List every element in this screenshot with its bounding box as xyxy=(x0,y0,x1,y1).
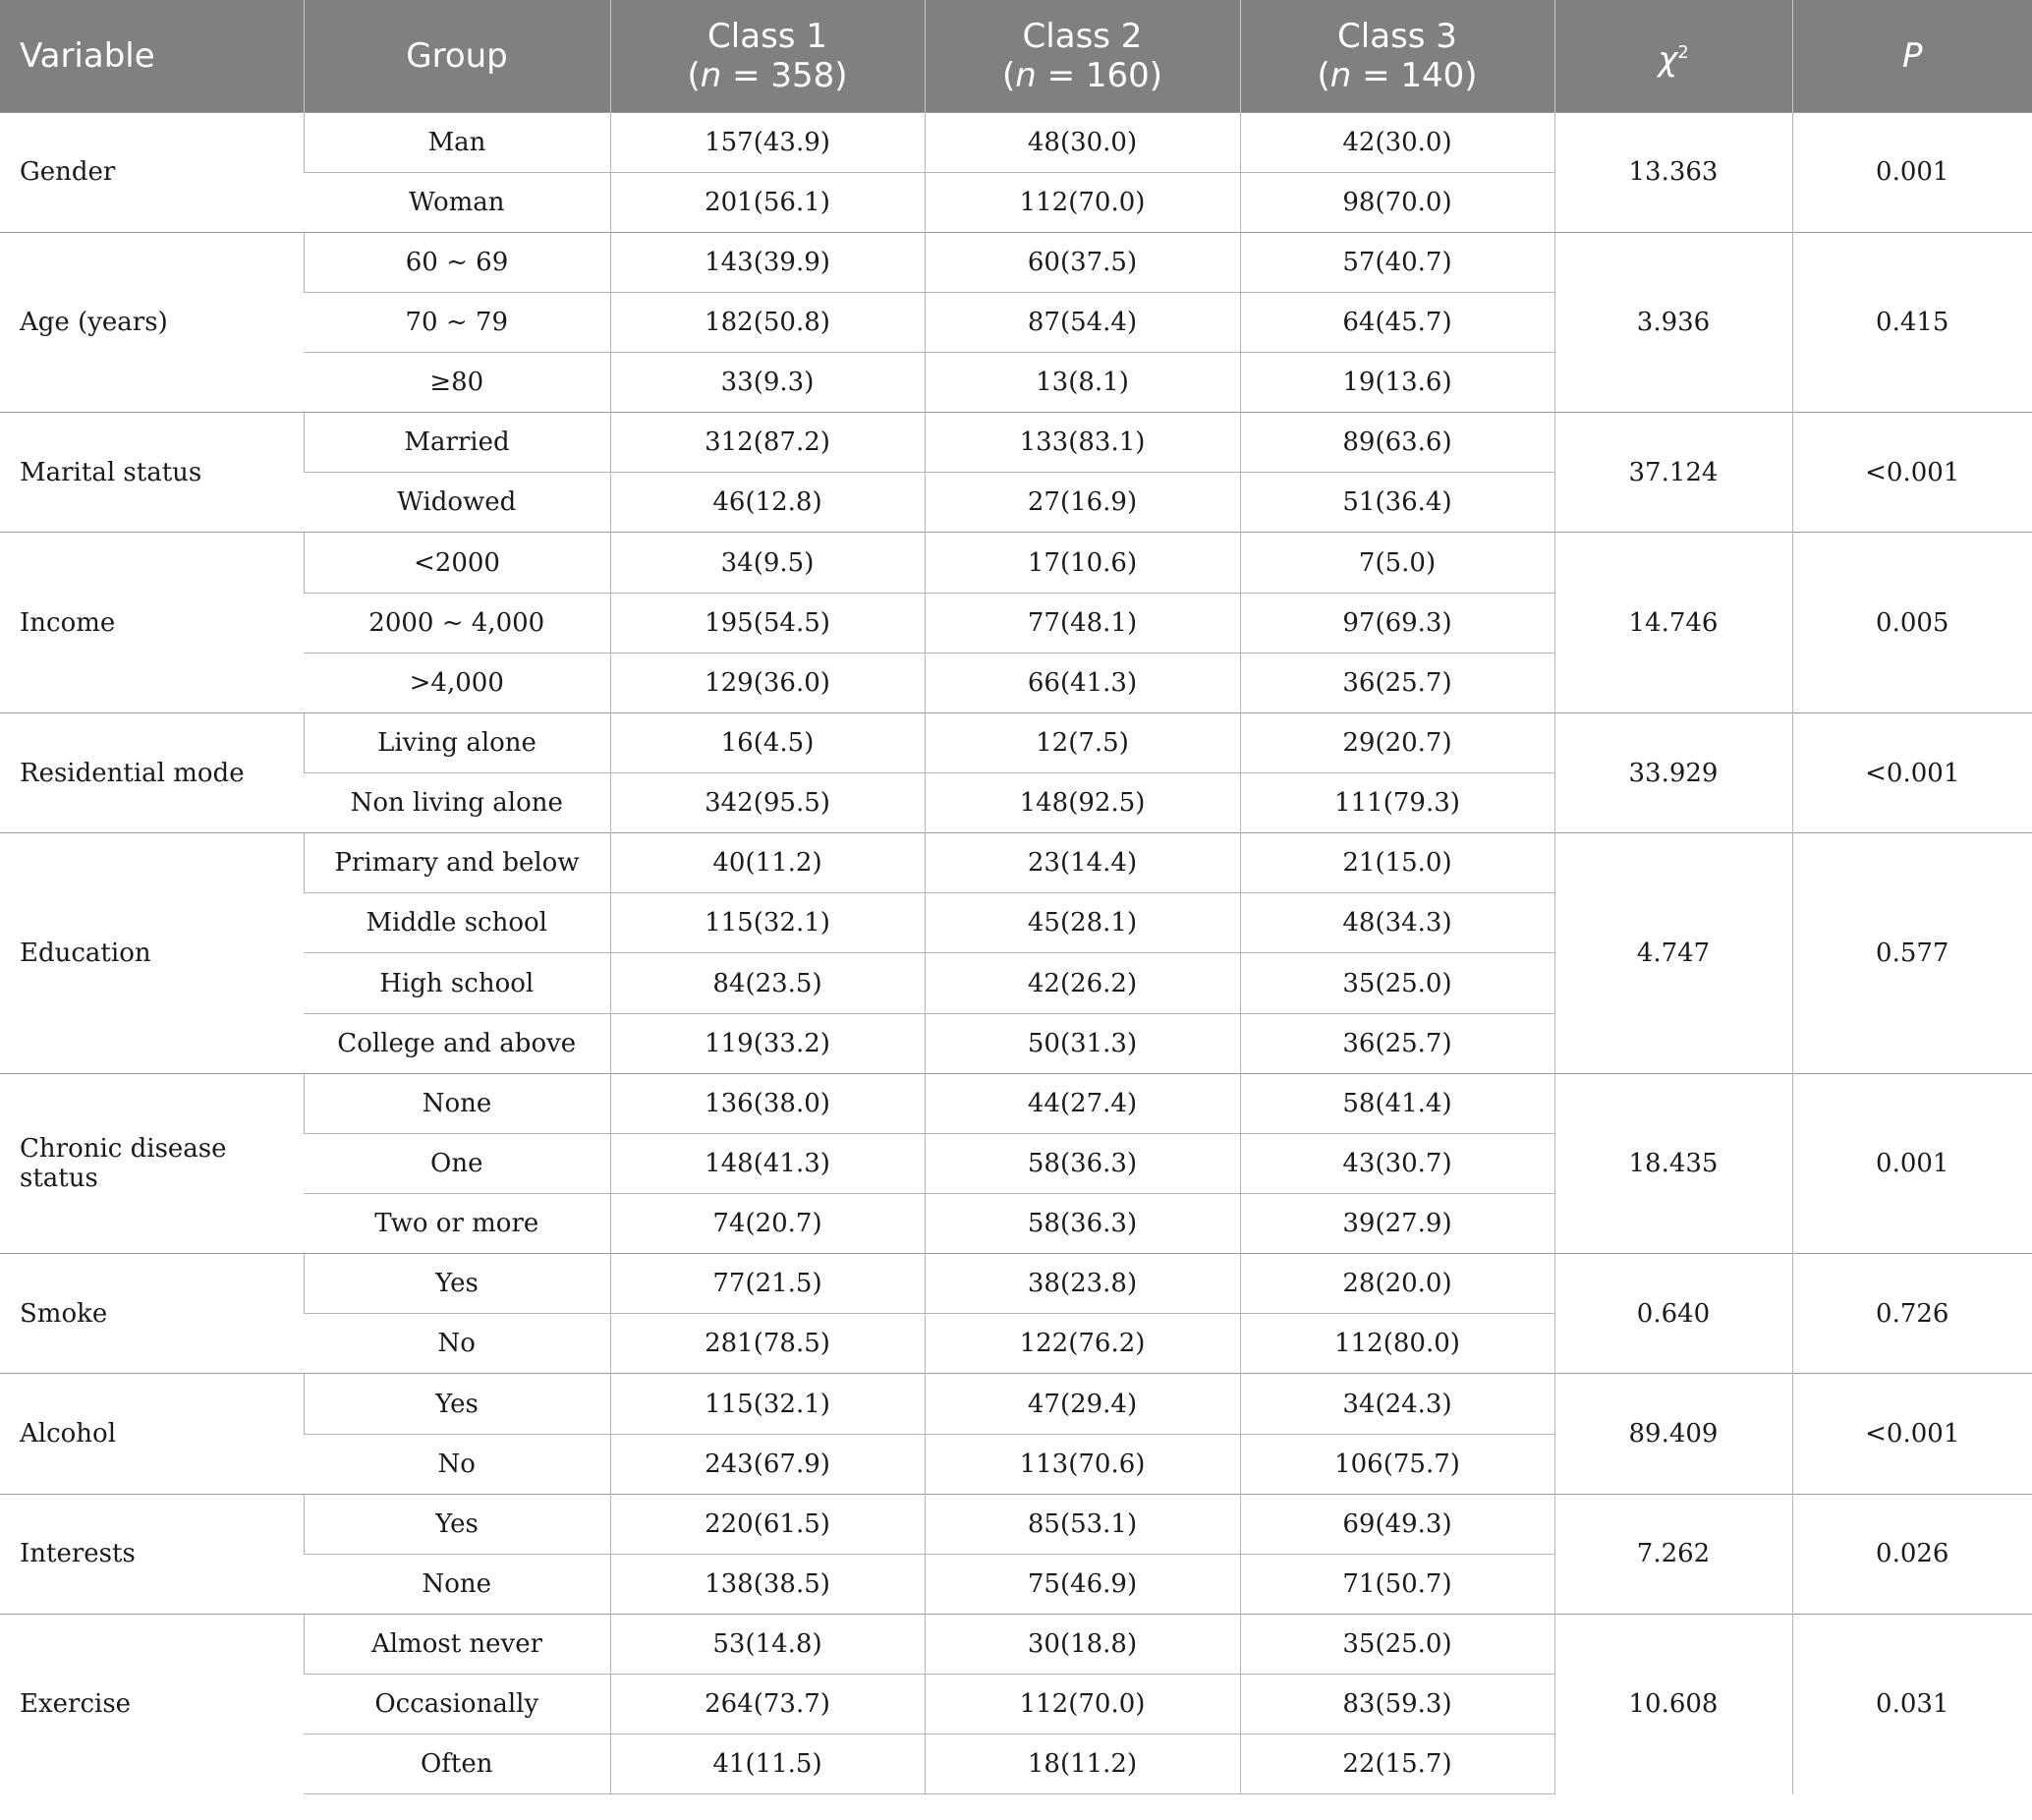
class-3-value: 35(25.0) xyxy=(1240,1615,1554,1675)
class-3-value: 43(30.7) xyxy=(1240,1133,1554,1193)
header-variable: Variable xyxy=(0,0,304,112)
header-class-1 xyxy=(610,0,925,112)
n-value: = 358) xyxy=(721,55,848,95)
class-3-value: 71(50.7) xyxy=(1240,1554,1554,1614)
header-group: Group xyxy=(304,0,610,112)
group-label: College and above xyxy=(304,1013,610,1073)
group-label: Yes xyxy=(304,1374,610,1434)
class-1-value: 342(95.5) xyxy=(610,773,925,833)
class-3-value: 22(15.7) xyxy=(1240,1735,1554,1794)
class-2-value: 27(16.9) xyxy=(925,473,1240,533)
class-3-value: 83(59.3) xyxy=(1240,1675,1554,1735)
table-row xyxy=(0,1615,2032,1675)
open-paren: ( xyxy=(1001,55,1016,95)
group-label: 70 ~ 79 xyxy=(304,292,610,352)
class-1-value: 40(11.2) xyxy=(610,833,925,893)
p-value: 0.577 xyxy=(1792,833,2032,1074)
group-label: Two or more xyxy=(304,1194,610,1254)
n-value: = 140) xyxy=(1351,55,1478,95)
class-3-value: 98(70.0) xyxy=(1240,172,1554,232)
class-1-value: 33(9.3) xyxy=(610,353,925,413)
header-class-2-n xyxy=(926,56,1240,95)
header-chi-square xyxy=(1554,0,1792,112)
class-1-value: 74(20.7) xyxy=(610,1194,925,1254)
class-1-value: 201(56.1) xyxy=(610,172,925,232)
chi-square-value: 18.435 xyxy=(1554,1073,1792,1253)
class-2-value: 85(53.1) xyxy=(925,1494,1240,1554)
group-label: Woman xyxy=(304,172,610,232)
class-2-value: 77(48.1) xyxy=(925,593,1240,653)
group-label: <2000 xyxy=(304,533,610,593)
class-2-value: 42(26.2) xyxy=(925,953,1240,1013)
group-label: Living alone xyxy=(304,712,610,772)
p-value: 0.001 xyxy=(1792,112,2032,232)
variable-name: Education xyxy=(0,833,304,1074)
class-1-value: 243(67.9) xyxy=(610,1434,925,1494)
group-label: Often xyxy=(304,1735,610,1794)
header-p-value xyxy=(1792,0,2032,112)
p-symbol: P xyxy=(1901,35,1923,76)
table-row xyxy=(0,1374,2032,1434)
group-label: No xyxy=(304,1314,610,1374)
class-1-value: 138(38.5) xyxy=(610,1554,925,1614)
class-1-value: 148(41.3) xyxy=(610,1133,925,1193)
class-2-value: 58(36.3) xyxy=(925,1133,1240,1193)
p-value: 0.005 xyxy=(1792,533,2032,712)
p-value: 0.026 xyxy=(1792,1494,2032,1614)
class-2-value: 47(29.4) xyxy=(925,1374,1240,1434)
header-class-2-name: Class 2 xyxy=(1022,16,1143,56)
group-label: Non living alone xyxy=(304,773,610,833)
table-row xyxy=(0,232,2032,292)
class-3-value: 7(5.0) xyxy=(1240,533,1554,593)
class-2-value: 17(10.6) xyxy=(925,533,1240,593)
p-value: 0.001 xyxy=(1792,1073,2032,1253)
class-1-value: 119(33.2) xyxy=(610,1013,925,1073)
group-label: Yes xyxy=(304,1254,610,1314)
group-label: Middle school xyxy=(304,893,610,953)
class-2-value: 30(18.8) xyxy=(925,1615,1240,1675)
variable-name: Marital status xyxy=(0,413,304,533)
class-3-value: 35(25.0) xyxy=(1240,953,1554,1013)
class-1-value: 312(87.2) xyxy=(610,413,925,473)
class-2-value: 75(46.9) xyxy=(925,1554,1240,1614)
class-1-value: 143(39.9) xyxy=(610,232,925,292)
class-3-value: 89(63.6) xyxy=(1240,413,1554,473)
p-value: 0.415 xyxy=(1792,232,2032,412)
header-class-1-n xyxy=(611,56,925,95)
group-label: 60 ~ 69 xyxy=(304,232,610,292)
table-row xyxy=(0,712,2032,772)
group-label: None xyxy=(304,1554,610,1614)
class-2-value: 87(54.4) xyxy=(925,292,1240,352)
chi-square-value: 0.640 xyxy=(1554,1254,1792,1374)
class-2-value: 60(37.5) xyxy=(925,232,1240,292)
chi-square-value: 13.363 xyxy=(1554,112,1792,232)
class-3-value: 28(20.0) xyxy=(1240,1254,1554,1314)
group-label: Yes xyxy=(304,1494,610,1554)
chi-square-value: 89.409 xyxy=(1554,1374,1792,1494)
class-2-value: 112(70.0) xyxy=(925,1675,1240,1735)
class-2-value: 148(92.5) xyxy=(925,773,1240,833)
header-class-1-name: Class 1 xyxy=(707,16,827,56)
class-3-value: 64(45.7) xyxy=(1240,292,1554,352)
chi-square-value: 33.929 xyxy=(1554,712,1792,832)
p-value: 0.031 xyxy=(1792,1615,2032,1794)
header-class-3 xyxy=(1240,0,1554,112)
class-1-value: 264(73.7) xyxy=(610,1675,925,1735)
class-3-value: 34(24.3) xyxy=(1240,1374,1554,1434)
open-paren: ( xyxy=(1317,55,1330,95)
variable-name: Exercise xyxy=(0,1615,304,1794)
class-2-value: 38(23.8) xyxy=(925,1254,1240,1314)
class-2-value: 50(31.3) xyxy=(925,1013,1240,1073)
chi-square-value: 7.262 xyxy=(1554,1494,1792,1614)
chi-square-value: 4.747 xyxy=(1554,833,1792,1074)
class-2-value: 48(30.0) xyxy=(925,112,1240,172)
class-3-value: 58(41.4) xyxy=(1240,1073,1554,1133)
table-row xyxy=(0,833,2032,893)
class-2-value: 23(14.4) xyxy=(925,833,1240,893)
class-1-value: 53(14.8) xyxy=(610,1615,925,1675)
p-value: <0.001 xyxy=(1792,1374,2032,1494)
class-3-value: 19(13.6) xyxy=(1240,353,1554,413)
class-1-value: 77(21.5) xyxy=(610,1254,925,1314)
open-paren: ( xyxy=(687,55,701,95)
group-label: High school xyxy=(304,953,610,1013)
class-1-value: 195(54.5) xyxy=(610,593,925,653)
group-label: 2000 ~ 4,000 xyxy=(304,593,610,653)
variable-name: Age (years) xyxy=(0,232,304,412)
class-3-value: 36(25.7) xyxy=(1240,1013,1554,1073)
class-3-value: 97(69.3) xyxy=(1240,593,1554,653)
n-label: n xyxy=(1015,55,1037,95)
class-3-value: 21(15.0) xyxy=(1240,833,1554,893)
class-1-value: 281(78.5) xyxy=(610,1314,925,1374)
n-label: n xyxy=(700,55,722,95)
class-2-value: 18(11.2) xyxy=(925,1735,1240,1794)
group-label: >4,000 xyxy=(304,653,610,712)
n-value: = 160) xyxy=(1036,55,1163,95)
variable-name: Gender xyxy=(0,112,304,232)
table-row xyxy=(0,533,2032,593)
class-1-value: 115(32.1) xyxy=(610,893,925,953)
class-2-value: 58(36.3) xyxy=(925,1194,1240,1254)
table-body xyxy=(0,112,2032,1794)
group-label: Primary and below xyxy=(304,833,610,893)
class-2-value: 113(70.6) xyxy=(925,1434,1240,1494)
p-value: <0.001 xyxy=(1792,413,2032,533)
class-3-value: 69(49.3) xyxy=(1240,1494,1554,1554)
table-row xyxy=(0,413,2032,473)
p-value: 0.726 xyxy=(1792,1254,2032,1374)
group-label: No xyxy=(304,1434,610,1494)
class-3-value: 106(75.7) xyxy=(1240,1434,1554,1494)
class-2-value: 45(28.1) xyxy=(925,893,1240,953)
variable-name: Smoke xyxy=(0,1254,304,1374)
class-3-value: 36(25.7) xyxy=(1240,653,1554,712)
class-1-value: 129(36.0) xyxy=(610,653,925,712)
group-label: Occasionally xyxy=(304,1675,610,1735)
chi-symbol: χ xyxy=(1658,38,1678,79)
class-2-value: 66(41.3) xyxy=(925,653,1240,712)
class-1-value: 41(11.5) xyxy=(610,1735,925,1794)
class-1-value: 220(61.5) xyxy=(610,1494,925,1554)
group-label: Widowed xyxy=(304,473,610,533)
class-3-value: 57(40.7) xyxy=(1240,232,1554,292)
group-label: Married xyxy=(304,413,610,473)
class-3-value: 29(20.7) xyxy=(1240,712,1554,772)
variable-name: Chronic disease status xyxy=(0,1073,304,1253)
variable-name: Residential mode xyxy=(0,712,304,832)
class-3-value: 111(79.3) xyxy=(1240,773,1554,833)
class-1-value: 136(38.0) xyxy=(610,1073,925,1133)
class-1-value: 46(12.8) xyxy=(610,473,925,533)
chi-superscript: 2 xyxy=(1677,41,1689,63)
variable-name: Interests xyxy=(0,1494,304,1614)
chi-square-value: 14.746 xyxy=(1554,533,1792,712)
class-2-value: 133(83.1) xyxy=(925,413,1240,473)
class-3-value: 51(36.4) xyxy=(1240,473,1554,533)
class-2-value: 122(76.2) xyxy=(925,1314,1240,1374)
class-1-value: 84(23.5) xyxy=(610,953,925,1013)
class-2-value: 13(8.1) xyxy=(925,353,1240,413)
class-2-value: 112(70.0) xyxy=(925,172,1240,232)
class-1-value: 34(9.5) xyxy=(610,533,925,593)
header-class-3-n xyxy=(1241,56,1554,95)
class-3-value: 42(30.0) xyxy=(1240,112,1554,172)
chi-square-value: 10.608 xyxy=(1554,1615,1792,1794)
p-value: <0.001 xyxy=(1792,712,2032,832)
class-1-value: 16(4.5) xyxy=(610,712,925,772)
header-row xyxy=(0,0,2032,112)
chi-square-value: 3.936 xyxy=(1554,232,1792,412)
n-label: n xyxy=(1329,55,1352,95)
table-header xyxy=(0,0,2032,112)
group-label: ≥80 xyxy=(304,353,610,413)
table-row xyxy=(0,1073,2032,1133)
class-1-value: 157(43.9) xyxy=(610,112,925,172)
table-row xyxy=(0,112,2032,172)
header-class-3-name: Class 3 xyxy=(1337,16,1457,56)
variable-name: Income xyxy=(0,533,304,712)
group-label: Man xyxy=(304,112,610,172)
group-label: One xyxy=(304,1133,610,1193)
class-3-value: 112(80.0) xyxy=(1240,1314,1554,1374)
table-row xyxy=(0,1254,2032,1314)
class-2-value: 44(27.4) xyxy=(925,1073,1240,1133)
group-label: None xyxy=(304,1073,610,1133)
class-1-value: 115(32.1) xyxy=(610,1374,925,1434)
variable-name: Alcohol xyxy=(0,1374,304,1494)
class-2-value: 12(7.5) xyxy=(925,712,1240,772)
class-3-value: 39(27.9) xyxy=(1240,1194,1554,1254)
group-label: Almost never xyxy=(304,1615,610,1675)
header-class-2 xyxy=(925,0,1240,112)
class-1-value: 182(50.8) xyxy=(610,292,925,352)
class-3-value: 48(34.3) xyxy=(1240,893,1554,953)
chi-square-value: 37.124 xyxy=(1554,413,1792,533)
table-row xyxy=(0,1494,2032,1554)
